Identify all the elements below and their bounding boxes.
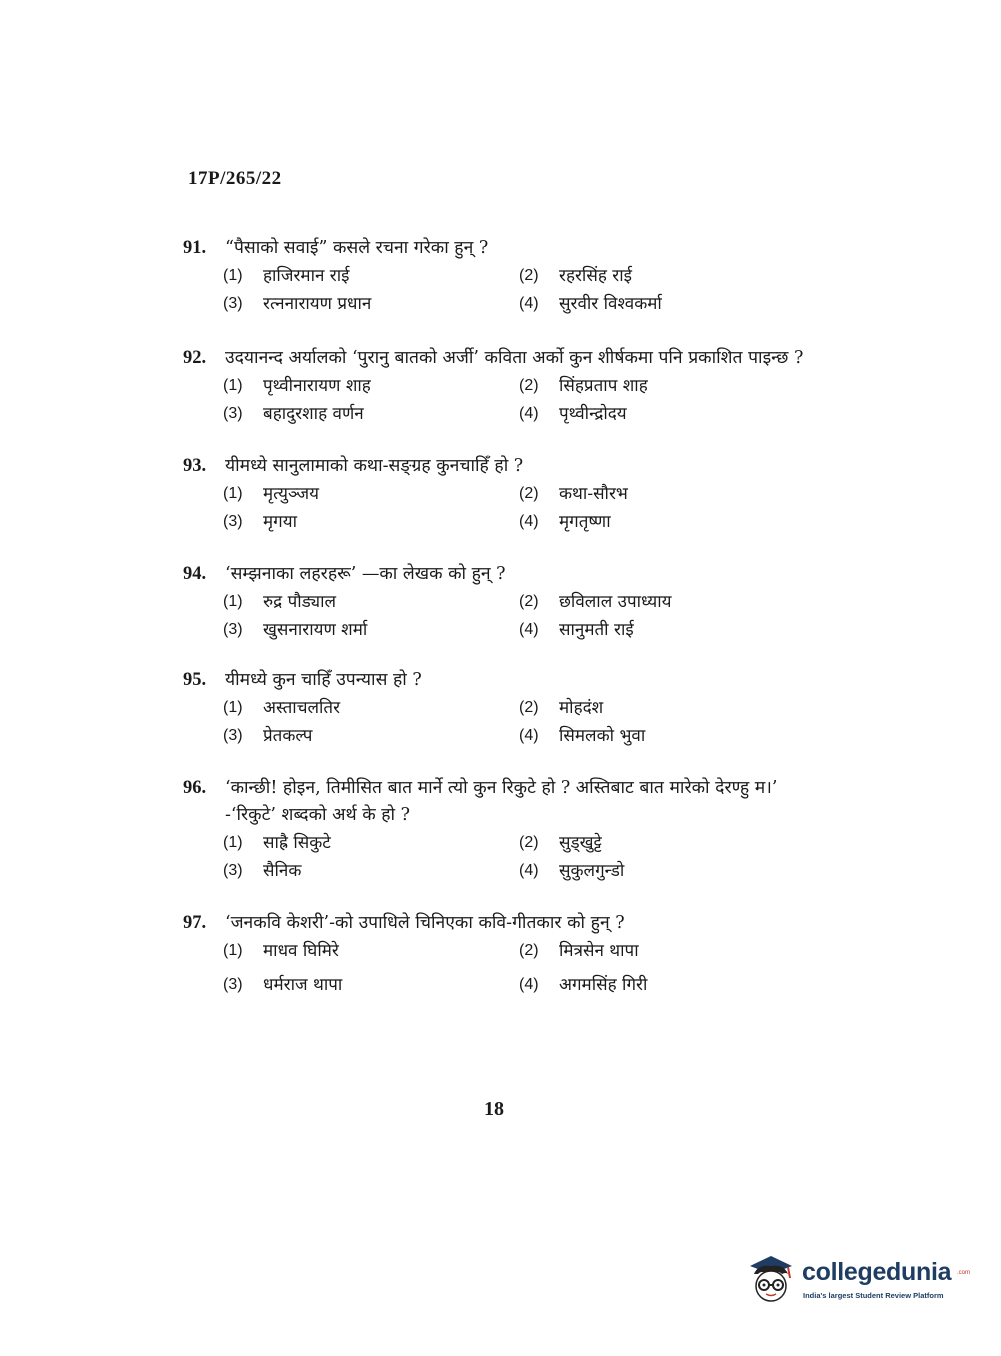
option-4: (4) सुकुलगुन्डो (519, 861, 625, 881)
option-4: (4) अगमसिंह गिरी (519, 975, 648, 995)
option-4: (4) सानुमती राई (519, 620, 634, 640)
option-2: (2) कथा-सौरभ (519, 484, 628, 504)
option-4: (4) पृथ्वीन्द्रोदय (519, 404, 627, 424)
option-3: (3) रत्ननारायण प्रधान (223, 294, 372, 314)
option-1: (1) हाजिरमान राई (223, 266, 350, 286)
option-3: (3) सैनिक (223, 861, 302, 881)
option-1: (1) अस्ताचलतिर (223, 698, 341, 718)
options (223, 696, 833, 748)
question-text: ‘कान्छी! होइन, तिमीसित बात मार्ने त्यो कुन रिकुटे हो ? अस्तिबाट बात मारेको देरण्हु म।’ (225, 778, 778, 798)
question-93 (183, 453, 833, 534)
option-4: (4) सुरवीर विश्वकर्मा (519, 294, 662, 314)
question-text: यीमध्ये कुन चाहिँ उपन्यास हो ? (225, 670, 422, 690)
options (223, 831, 833, 883)
option-2: (2) मोहदंश (519, 698, 604, 718)
brand-name: collegedunia (802, 1258, 952, 1286)
options (223, 264, 833, 316)
question-number: 92. (183, 348, 207, 368)
question-number: 95. (183, 670, 207, 690)
option-1: (1) पृथ्वीनारायण शाह (223, 376, 371, 396)
options (223, 939, 833, 997)
question-91 (183, 235, 833, 316)
collegedunia-mascot-icon (744, 1252, 798, 1306)
option-2: (2) सुड्खुट्टे (519, 833, 602, 853)
option-1: (1) मृत्युञ्जय (223, 484, 319, 504)
question-text: यीमध्ये सानुलामाको कथा-सङ्ग्रह कुनचाहिँ हो ? (225, 456, 524, 476)
question-text: ‘सम्झनाका लहरहरू’ —का लेखक को हुन् ? (225, 564, 506, 584)
question-number: 97. (183, 913, 207, 933)
question-number: 93. (183, 456, 207, 476)
question-95 (183, 667, 833, 748)
option-2: (2) सिंहप्रताप शाह (519, 376, 648, 396)
option-1: (1) साह्रै सिकुटे (223, 833, 331, 853)
question-text: ‘जनकवि केशरी’-को उपाधिले चिनिएका कवि-गीतकार को हुन् ? (225, 913, 625, 933)
brand-suffix: .com (957, 1270, 971, 1276)
question-text: उदयानन्द अर्यालको ‘पुरानु बातको अर्जी’ कविता अर्को कुन शीर्षकमा पनि प्रकाशित पाइन्छ ? (225, 348, 804, 368)
option-2: (2) रहरसिंह राई (519, 266, 632, 286)
option-2: (2) मित्रसेन थापा (519, 941, 639, 961)
option-3: (3) मृगया (223, 512, 297, 532)
question-text: “पैसाको सवाई” कसले रचना गरेका हुन् ? (225, 238, 489, 258)
option-4: (4) मृगतृष्णा (519, 512, 611, 532)
page-number: 18 (484, 1098, 504, 1120)
option-1: (1) माधव घिमिरे (223, 941, 339, 961)
question-number: 96. (183, 778, 207, 798)
option-2: (2) छविलाल उपाध्याय (519, 592, 672, 612)
options (223, 590, 833, 642)
options (223, 482, 833, 534)
question-number: 94. (183, 564, 207, 584)
options (223, 374, 833, 426)
page-code: 17P/265/22 (188, 168, 282, 189)
question-subtext: -‘रिकुटे’ शब्दको अर्थ के हो ? (225, 805, 410, 825)
option-3: (3) धर्मराज थापा (223, 975, 343, 995)
brand-tagline: India's largest Student Review Platform (803, 1291, 944, 1300)
question-97 (183, 910, 833, 997)
collegedunia-watermark (744, 1250, 974, 1310)
question-94 (183, 561, 833, 642)
option-3: (3) खुसनारायण शर्मा (223, 620, 368, 640)
question-number: 91. (183, 238, 207, 258)
question-92 (183, 345, 833, 426)
option-4: (4) सिमलको भुवा (519, 726, 646, 746)
question-96 (183, 775, 833, 883)
option-3: (3) प्रेतकल्प (223, 726, 313, 746)
option-3: (3) बहादुरशाह वर्णन (223, 404, 364, 424)
option-1: (1) रुद्र पौड्याल (223, 592, 337, 612)
